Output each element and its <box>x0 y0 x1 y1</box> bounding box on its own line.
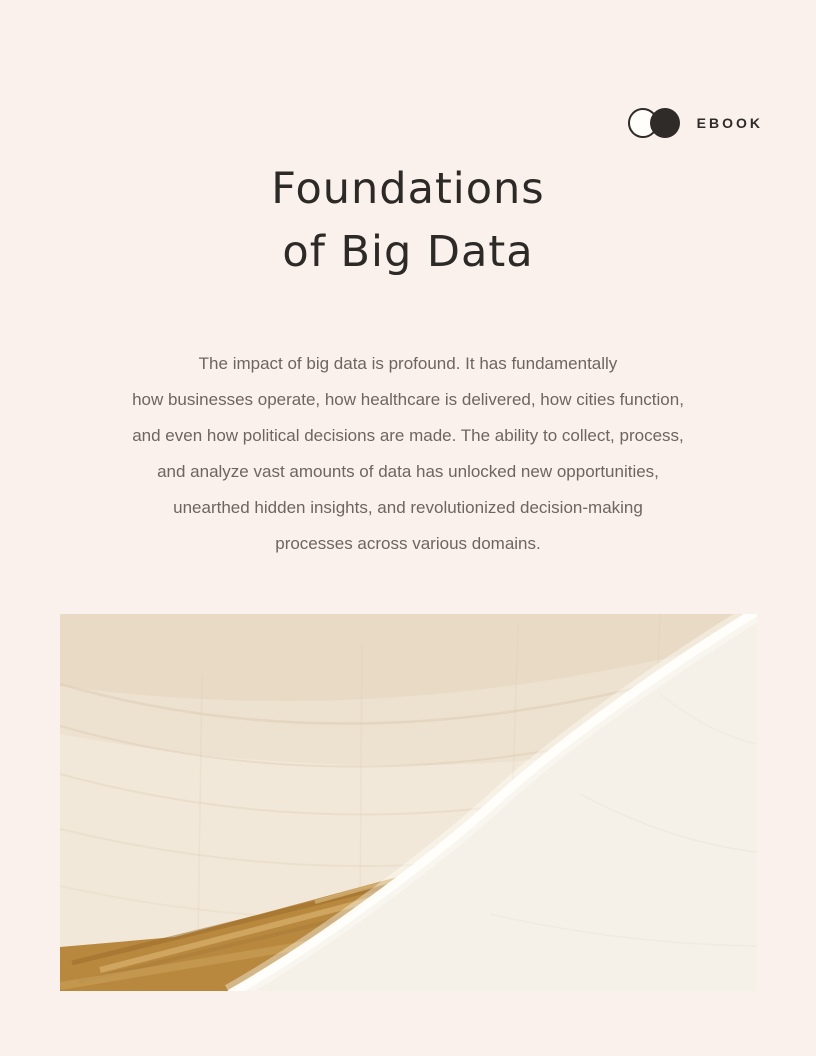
cover-photo <box>60 614 757 991</box>
intro-paragraph <box>58 346 758 562</box>
intro-line: and analyze vast amounts of data has unlocked new opportunities, <box>157 462 659 481</box>
brand-header <box>628 108 763 138</box>
page-title <box>0 158 816 284</box>
title-line-2: of Big Data <box>282 227 534 277</box>
intro-line: The impact of big data is profound. It has fundamentally <box>198 354 618 373</box>
brand-label: EBOOK <box>696 115 763 131</box>
intro-line: and even how political decisions are made. The ability to collect, process, <box>132 426 684 445</box>
title-line-1: Foundations <box>271 164 545 214</box>
logo-dark-circle-icon <box>650 108 680 138</box>
intro-line: processes across various domains. <box>275 534 541 553</box>
abstract-architecture-illustration <box>60 614 757 991</box>
brand-logo <box>628 108 680 138</box>
intro-line: unearthed hidden insights, and revolutionized decision-making <box>173 498 643 517</box>
intro-line: how businesses operate, how healthcare is delivered, how cities function, <box>132 390 684 409</box>
